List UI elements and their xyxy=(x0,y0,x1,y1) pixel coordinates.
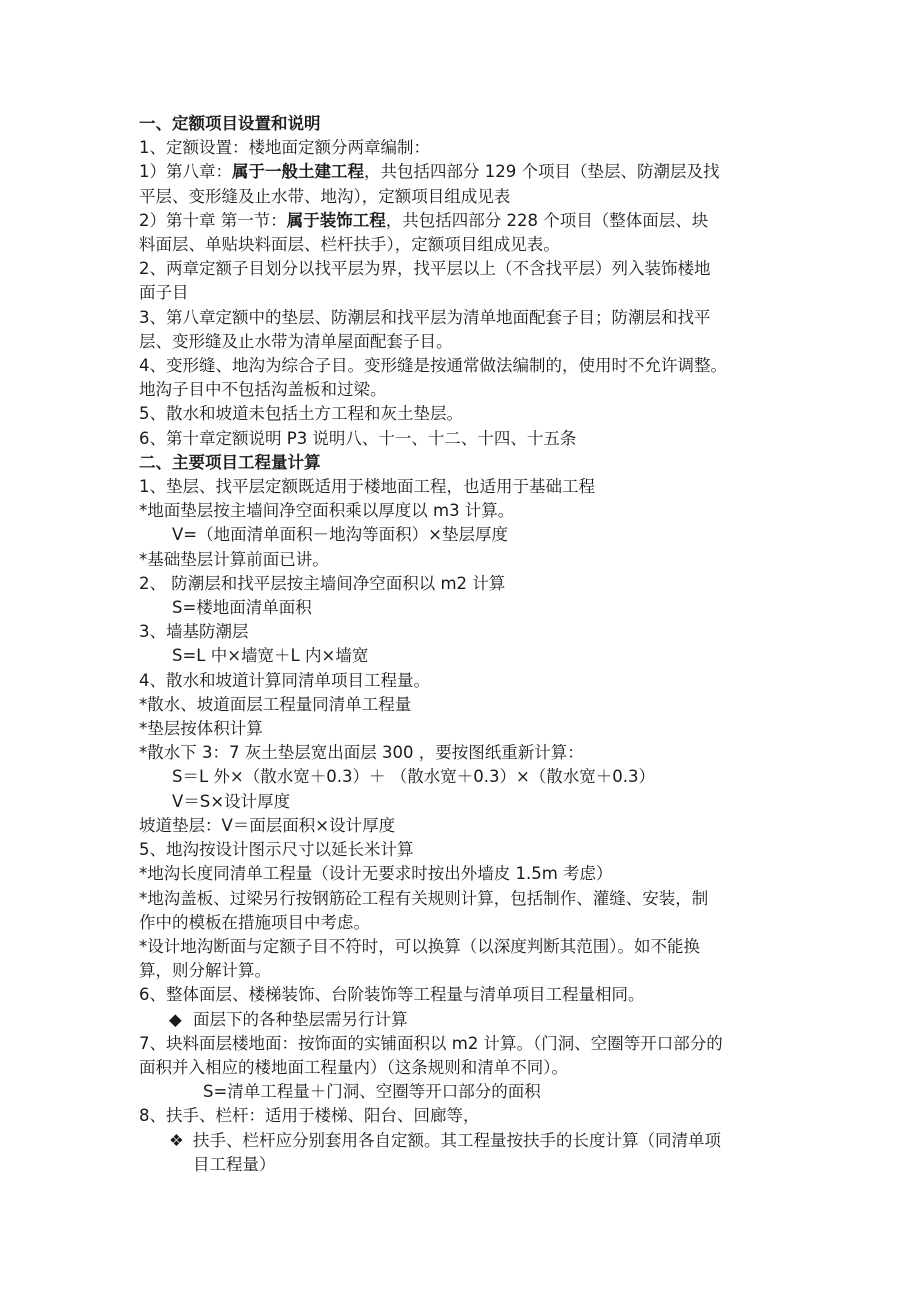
paragraph-line: 作中的模板在措施项目中考虑。 xyxy=(139,912,370,932)
section-heading-2: 二、主要项目工程量计算 xyxy=(139,452,321,472)
paragraph-line: 算，则分解计算。 xyxy=(139,961,271,981)
bullet-line: ◆ 面层下的各种垫层需另行计算 xyxy=(139,1008,789,1032)
paragraph-line: *散水、坡道面层工程量同清单工程量 xyxy=(139,694,412,714)
formula-line: S=清单工程量＋门洞、空圈等开口部分的面积 xyxy=(203,1082,541,1102)
document-page xyxy=(139,112,789,1177)
paragraph-line: 面子目 xyxy=(139,283,189,303)
paragraph-line: 4、散水和坡道计算同清单项目工程量。 xyxy=(139,670,430,690)
section-heading-1: 一、定额项目设置和说明 xyxy=(139,114,321,133)
paragraph-line: *垫层按体积计算 xyxy=(139,719,263,739)
formula-line: V＝S×设计厚度 xyxy=(172,791,291,811)
paragraph-line: *地沟长度同清单工程量（设计无要求时按出外墙皮 1.5m 考虑） xyxy=(139,864,613,884)
paragraph-line: *散水下 3：7 灰土垫层宽出面层 300 ，要按图纸重新计算： xyxy=(139,743,584,763)
paragraph-line: 2、两章定额子目划分以找平层为界，找平层以上（不含找平层）列入装饰楼地 xyxy=(139,259,711,279)
paragraph-line: *基础垫层计算前面已讲。 xyxy=(139,549,329,569)
paragraph-line: 5、地沟按设计图示尺寸以延长米计算 xyxy=(139,840,414,860)
emphasis-text: 属于装饰工程 xyxy=(286,210,386,230)
paragraph-line: *地面垫层按主墙间净空面积乘以厚度以 m3 计算。 xyxy=(139,501,515,521)
paragraph-line: 平层、变形缝及止水带、地沟），定额项目组成见表 xyxy=(139,186,511,206)
paragraph-line: 4、变形缝、地沟为综合子目。变形缝是按通常做法编制的，使用时不允许调整。 xyxy=(139,356,727,376)
paragraph-line: 6、第十章定额说明 P3 说明八、十一、十二、十四、十五条 xyxy=(139,428,577,448)
formula-line: S=楼地面清单面积 xyxy=(172,598,312,618)
paragraph-line: 1、定额设置：楼地面定额分两章编制： xyxy=(139,138,430,158)
formula-line: V=（地面清单面积－地沟等面积）×垫层厚度 xyxy=(172,525,508,545)
paragraph-line: 1）第八章：属于一般土建工程，共包括四部分 129 个项目（垫层、防潮层及找 xyxy=(139,162,720,182)
paragraph-line: 6、整体面层、楼梯装饰、台阶装饰等工程量与清单项目工程量相同。 xyxy=(139,985,645,1005)
paragraph-line: 2、 防潮层和找平层按主墙间净空面积以 m2 计算 xyxy=(139,573,506,593)
paragraph-line: 地沟子目中不包括沟盖板和过梁。 xyxy=(139,380,387,400)
paragraph-line: 2）第十章 第一节：属于装饰工程，共包括四部分 228 个项目（整体面层、块 xyxy=(139,210,709,230)
paragraph-line: *地沟盖板、过梁另行按钢筋砼工程有关规则计算，包括制作、灌缝、安装，制 xyxy=(139,888,709,908)
paragraph-line: 料面层、单贴块料面层、栏杆扶手），定额项目组成见表。 xyxy=(139,235,560,255)
paragraph-line: *设计地沟断面与定额子目不符时，可以换算（以深度判断其范围）。如不能换 xyxy=(139,936,700,956)
paragraph-line: 7、块料面层楼地面：按饰面的实铺面积以 m2 计算。（门洞、空圈等开口部分的 xyxy=(139,1033,723,1053)
paragraph-line: 层、变形缝及止水带为清单屋面配套子目。 xyxy=(139,331,453,351)
paragraph-line: 1、垫层、找平层定额既适用于楼地面工程，也适用于基础工程 xyxy=(139,477,595,497)
formula-line: S=L 中×墙宽＋L 内×墙宽 xyxy=(172,646,369,666)
paragraph-line: 5、散水和坡道未包括土方工程和灰土垫层。 xyxy=(139,404,463,424)
bullet-continuation-line: 目工程量） xyxy=(193,1154,276,1174)
formula-line: S＝L 外×（散水宽＋0.3）＋ （散水宽＋0.3）×（散水宽＋0.3） xyxy=(172,767,656,787)
paragraph-line: 坡道垫层：V＝面层面积×设计厚度 xyxy=(139,815,396,835)
paragraph-line: 8、扶手、栏杆：适用于楼梯、阳台、回廊等， xyxy=(139,1106,480,1126)
diamond-bullet-icon: ◆ xyxy=(169,1009,182,1029)
paragraph-line: 3、第八章定额中的垫层、防潮层和找平层为清单地面配套子目；防潮层和找平 xyxy=(139,307,711,327)
bullet-line: ❖ 扶手、栏杆应分别套用各自定额。其工程量按扶手的长度计算（同清单项 xyxy=(139,1129,789,1153)
paragraph-line: 3、墙基防潮层 xyxy=(139,622,249,642)
four-diamond-bullet-icon: ❖ xyxy=(169,1130,184,1150)
emphasis-text: 属于一般土建工程 xyxy=(232,162,364,182)
paragraph-line: 面积并入相应的楼地面工程量内）（这条规则和清单不同）。 xyxy=(139,1057,568,1077)
